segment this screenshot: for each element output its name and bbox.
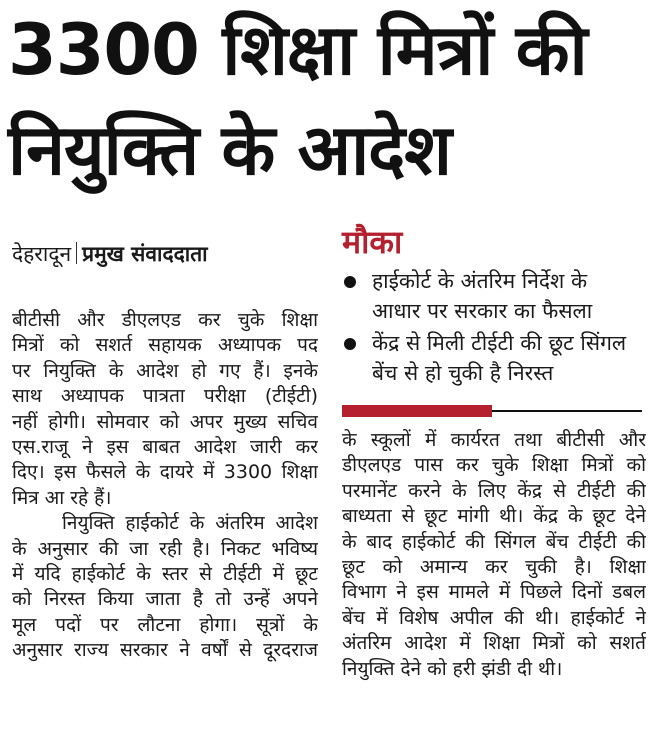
body-line: नियुक्ति देने को हरी झंडी दी थी। [342,657,563,680]
body-line: एस.राजू ने इस बाबत आदेश जारी कर [12,435,318,458]
body-line: बेंच में विशेष अपील की थी। हाईकोर्ट ने [342,606,646,629]
sidebar-bullets [342,266,652,390]
body-line: अंतरिम आदेश में शिक्षा मित्रों को सशर्त [342,632,646,655]
body-line: बाध्यता से छूट मांगी थी। केंद्र के छूट देने [342,505,646,528]
body-line: बीटीसी और डीएलएड कर चुके शिक्षा [12,309,318,331]
headline-line-2: नियुक्ति के आदेश [8,109,451,191]
body-line: को निरस्त किया जाता है तो उन्हें अपने [12,588,318,611]
bullet-line: हाईकोर्ट के अंतरिम निर्देश के [372,269,588,293]
left-column [12,308,318,663]
body-line: अनुसार राज्य सरकार ने वर्षों से दूरदराज [12,639,318,662]
dateline-byline: प्रमुख संवाददाता [82,242,208,266]
body-line: विभाग ने इस मामले में पिछले दिनों डबल [342,581,646,604]
dateline [12,240,208,268]
body-line: परमानेंट करने के लिए केंद्र से टीईटी की [342,479,646,502]
bullet-line: बेंच से हो चुकी है निरस्त [372,361,554,385]
dateline-place: देहरादून [12,242,72,266]
body-line: के बाद हाईकोर्ट की सिंगल बेंच टीईटी की [342,530,646,553]
red-divider [342,405,492,417]
body-line: में यदि हाईकोर्ट के स्तर से टीईटी में छूट [12,562,318,585]
body-line: मित्रों को सशर्त सहायक अध्यापक पद [12,334,318,357]
body-line: के अनुसार की जा रही है। निकट भविष्य [12,537,318,560]
bullet-line: आधार पर सरकार का फैसला [372,299,593,323]
dateline-separator [76,242,77,264]
bullet-item [342,266,652,326]
bullet-line: केंद्र से मिली टीईटी की छूट सिंगल [372,331,627,355]
bullet-icon [344,276,356,288]
body-line: डीएलएड पास कर चुके शिक्षा मित्रों को [342,454,646,477]
body-line: मित्र आ रहे हैं। [12,486,112,509]
sidebar-title: मौका [342,223,403,261]
body-line: नियुक्ति हाईकोर्ट के अंतरिम आदेश [62,512,318,535]
body-line: दिए। इस फैसले के दायरे में 3300 शिक्षा [12,461,318,484]
body-line: नहीं होगी। सोमवार को अपर मुख्य सचिव [12,410,318,433]
bullet-item [342,328,652,388]
right-column [342,428,646,682]
body-line: मूल पदों पर लौटना होगा। सूत्रों के [12,613,318,636]
body-line: छूट को अमान्य कर चुकी है। शिक्षा [342,555,646,578]
headline-line-1: 3300 शिक्षा मित्रों की [8,9,587,91]
body-line: पर नियुक्ति के आदेश हो गए हैं। इनके [12,359,318,382]
body-line: के स्कूलों में कार्यरत तथा बीटीसी और [342,429,646,451]
bullet-icon [344,338,356,350]
black-divider [492,410,642,412]
body-line: साथ अध्यापक पात्रता परीक्षा (टीईटी) [12,385,318,408]
